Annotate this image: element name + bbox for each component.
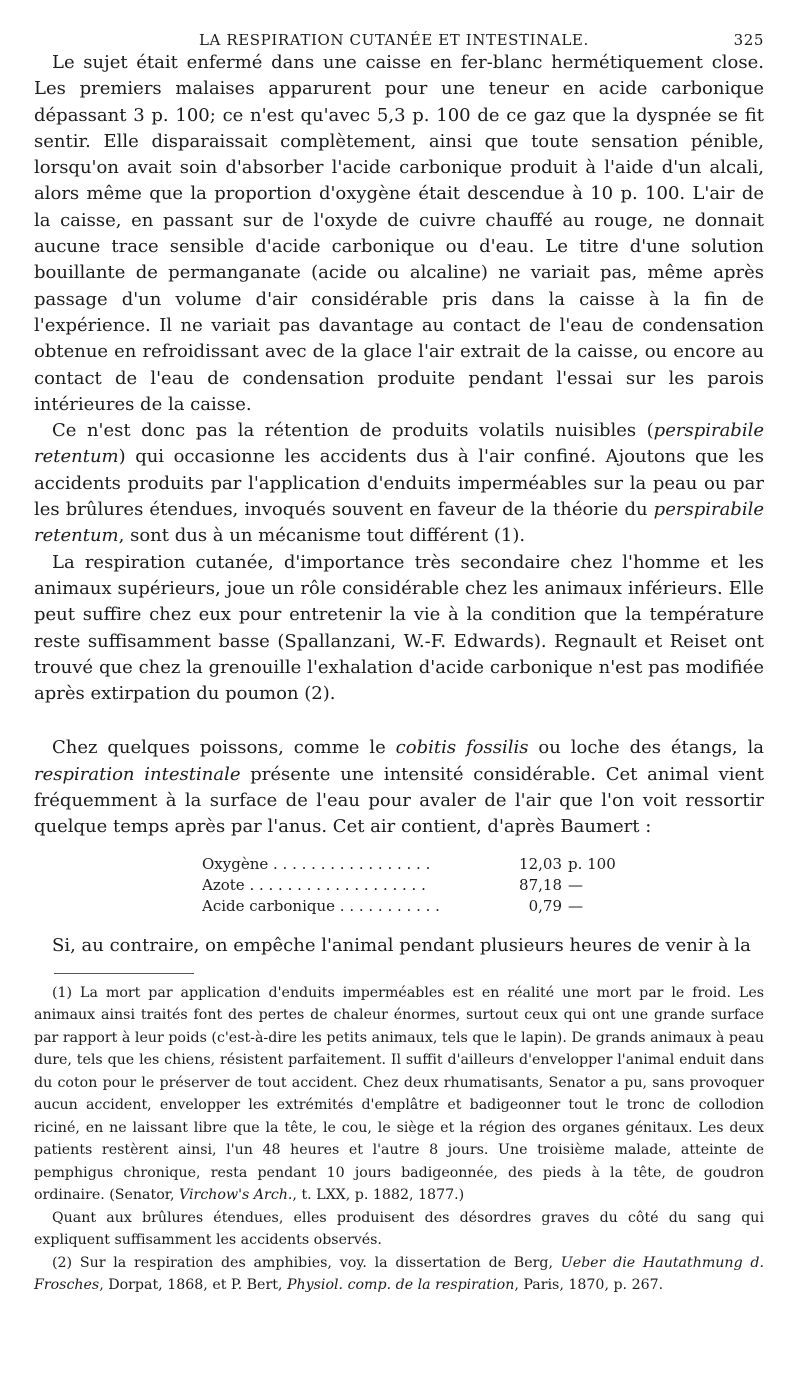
paragraph-4-text-a: Chez quelques poissons, comme le bbox=[52, 737, 396, 759]
footnote-1-continued: Quant aux brûlures étendues, elles produisent des désordres graves du côté du sang qui expliquent suffisamment les accidents observés. bbox=[34, 1209, 764, 1249]
footnote-1-text: (1) La mort par application d'enduits imperméables est en réalité une mort par le froid. Les animaux ainsi traités font des pertes de chaleur énormes, surtout ceux qui ont une grande surface par rapport à leur poids (c'est-à-dire les petits animaux, tels que le lapin). De grands animaux à peau dure, tels que les chiens, résistent parfaitement. Il suffit d'ailleurs d'envelopper l'animal enduit dans du coton pour le préserver de tout accident. Chez deux rhumatisants, Senator a pu, sans provoquer aucun accident, envelopper les extrémités d'emplâtre et badigeonner tout le tronc de collodion riciné, en ne laissant libre que la tête, le cou, le siège et la région des organes génitaux. Les deux patients restèrent ainsi, l'un 48 heures et l'autre 8 jours. Une troisième malade, atteinte de pemphigus chronique, resta pendant 10 jours badigeonnée, des pieds à la tête, de goudron ordinaire. (Senator, bbox=[34, 984, 764, 1204]
gas-label: Acide carbonique . . . . . . . . . . . bbox=[202, 896, 440, 915]
paragraph-4 bbox=[34, 735, 764, 840]
paragraph-2-text-b: ) qui occasionne les accidents dus à l'air confiné. Ajoutons que les accidents produits par l'application d'enduits imperméables sur la peau ou par les brûlures étendues, invoqués souvent en faveur de la théorie du bbox=[34, 446, 764, 521]
footnote-1-end: , t. LXX, p. 1882, 1877.) bbox=[292, 1187, 465, 1204]
paragraph-4-term: respiration intestinale bbox=[34, 763, 241, 785]
page-number: 325 bbox=[733, 31, 764, 49]
table-row bbox=[202, 896, 616, 917]
paragraph-2 bbox=[34, 418, 764, 549]
paragraph-2-latin-b: perspirabile retentum bbox=[34, 499, 764, 547]
gas-value: 0,79 bbox=[528, 896, 562, 915]
gas-label: Oxygène . . . . . . . . . . . . . . . . . bbox=[202, 854, 431, 873]
footnote-2-text-b: , Dorpat, 1868, et P. Bert, bbox=[99, 1277, 287, 1294]
paragraph-3: La respiration cutanée, d'importance très secondaire chez l'homme et les animaux supérieurs, joue un rôle considérable chez les animaux inférieurs. Elle peut suffire chez eux pour entretenir la vie à la condition que la température reste suffisamment basse (Spallanzani, W.-F. Edwards). Regnault et Reiset ont trouvé que chez la grenouille l'exhalation d'acide carbonique n'est pas modifiée après extirpation du poumon (2). bbox=[34, 551, 764, 705]
gas-unit: — bbox=[568, 875, 583, 894]
paragraph-4-species: cobitis fossilis bbox=[395, 737, 529, 759]
gas-unit: p. 100 bbox=[568, 854, 616, 873]
paragraph-2-text-c: , sont dus à un mécanisme tout différent (1). bbox=[118, 525, 526, 547]
running-title: LA RESPIRATION CUTANÉE ET INTESTINALE. bbox=[199, 31, 589, 49]
gas-composition-table bbox=[202, 854, 616, 917]
paragraph-1: Le sujet était enfermé dans une caisse en fer-blanc hermétiquement close. Les premiers malaises apparurent pour une teneur en acide carbonique dépassant 3 p. 100; ce n'est qu'avec 5,3 p. 100 de ce gaz que la dyspnée se fit sentir. Elle disparaissait complètement, ainsi que toute sensation pénible, lorsqu'on avait soin d'absorber l'acide carbonique produit à l'aide d'un alcali, alors même que la proportion d'oxygène était descendue à 10 p. 100. L'air de la caisse, en passant sur de l'oxyde de cuivre chauffé au rouge, ne donnait aucune trace sensible d'acide carbonique ou d'eau. Le titre d'une solution bouillante de permanganate (acide ou alcaline) ne variait pas, même après passage d'un volume d'air considérable pris dans la caisse à la fin de l'expérience. Il ne variait pas davantage au contact de l'eau de condensation obtenue en refroidissant avec de la glace l'air extrait de la caisse, ou encore au contact de l'eau de condensation produite pendant l'essai sur les parois intérieures de la caisse. bbox=[34, 52, 764, 415]
footnote-2-text-a: (2) Sur la respiration des amphibies, voy. la dissertation de Berg, bbox=[52, 1254, 561, 1271]
paragraph-4-text-c: présente une intensité considérable. Cet animal vient fréquemment à la surface de l'eau pour avaler de l'air que l'on voit ressortir quelque temps après par l'anus. Cet air contient, d'après Baumert : bbox=[34, 763, 764, 838]
footnote-2-title-a: Ueber die Hautathmung d. Frosches bbox=[34, 1254, 764, 1294]
footnote-2-title-b: Physiol. comp. de la respiration bbox=[286, 1277, 515, 1294]
footnote-2 bbox=[34, 1252, 764, 1297]
paragraph-5: Si, au contraire, on empêche l'animal pendant plusieurs heures de venir à la bbox=[52, 934, 751, 956]
paragraph-2-text-a: Ce n'est donc pas la rétention de produits volatils nuisibles ( bbox=[52, 420, 654, 442]
gas-label: Azote . . . . . . . . . . . . . . . . . . . bbox=[202, 875, 426, 894]
footnote-2-text-c: , Paris, 1870, p. 267. bbox=[514, 1277, 664, 1294]
footnote-1 bbox=[34, 982, 764, 1207]
paragraph-4-text-b: ou loche des étangs, la bbox=[528, 737, 764, 759]
footnote-1-citation: Virchow's Arch. bbox=[179, 1187, 293, 1204]
table-row bbox=[202, 854, 616, 875]
gas-unit: — bbox=[568, 896, 583, 915]
gas-value: 87,18 bbox=[519, 875, 562, 894]
table-row bbox=[202, 875, 616, 896]
paragraph-2-latin-a: perspirabile retentum bbox=[34, 420, 764, 468]
page-header bbox=[34, 0, 764, 50]
book-page bbox=[34, 0, 764, 1297]
gas-value: 12,03 bbox=[519, 854, 562, 873]
